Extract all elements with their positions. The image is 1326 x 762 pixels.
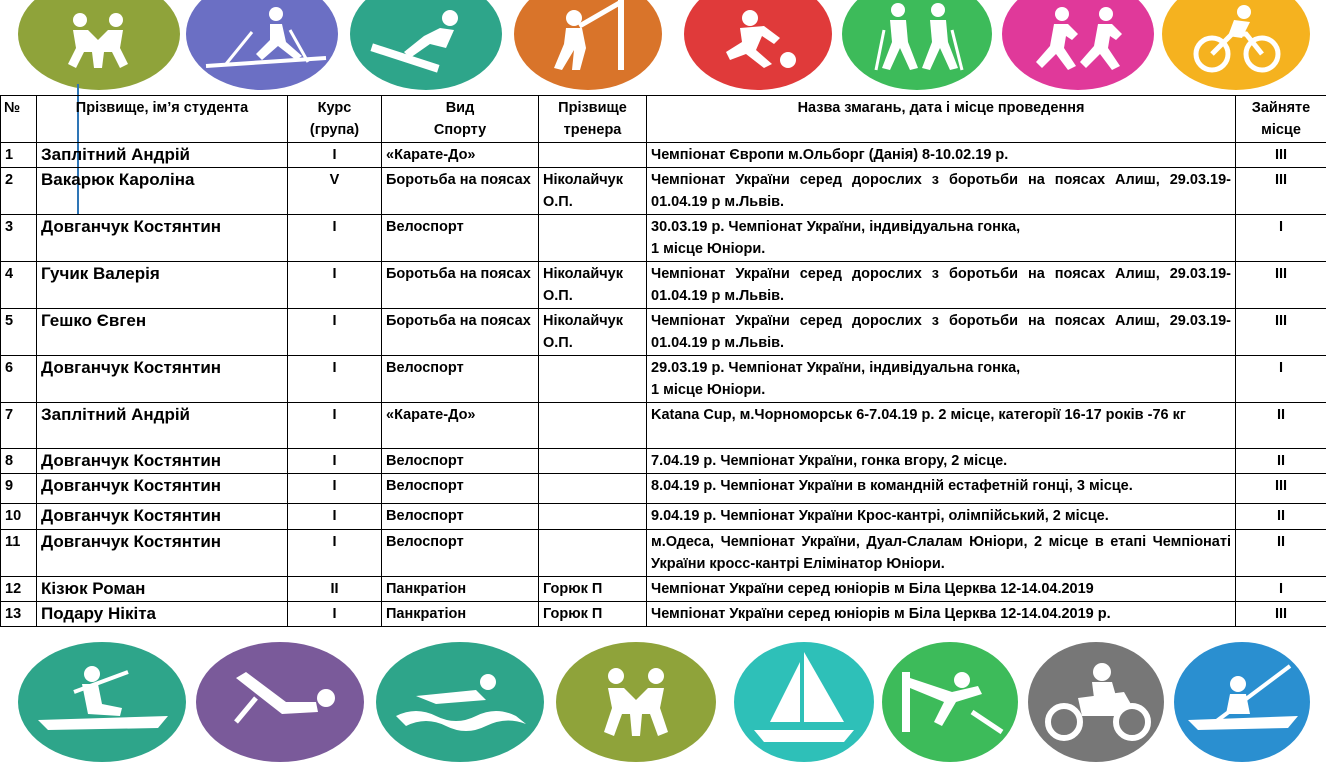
place: II <box>1236 449 1326 474</box>
shooting-icon <box>514 0 662 90</box>
row-num: 13 <box>1 602 37 627</box>
table-row <box>1 504 1326 530</box>
row-num: 8 <box>1 449 37 474</box>
sport: «Карате-До» <box>382 143 539 168</box>
student-name: Довганчук Костянтин <box>37 504 288 530</box>
course: I <box>288 530 382 577</box>
row-num: 10 <box>1 504 37 530</box>
course: I <box>288 143 382 168</box>
place: III <box>1236 309 1326 356</box>
coach <box>539 143 647 168</box>
gymnastics-icon <box>882 642 1018 762</box>
course: I <box>288 262 382 309</box>
top-sport-icons <box>0 0 1326 94</box>
diving-icon <box>196 642 364 762</box>
event: Katana Cup, м.Чорноморськ 6-7.04.19 р. 2 місце, категорії 16-17 років -76 кг <box>647 403 1236 449</box>
table-row <box>1 602 1326 627</box>
row-num: 1 <box>1 143 37 168</box>
student-name: Гешко Євген <box>37 309 288 356</box>
table-header-row <box>1 96 1326 143</box>
row-num: 6 <box>1 356 37 403</box>
place: II <box>1236 403 1326 449</box>
coach <box>539 403 647 449</box>
place: II <box>1236 530 1326 577</box>
row-num: 7 <box>1 403 37 449</box>
row-num: 4 <box>1 262 37 309</box>
snowboarding-icon <box>350 0 502 90</box>
place: III <box>1236 168 1326 215</box>
student-name: Кізюк Роман <box>37 577 288 602</box>
header-coach: Прізвище тренера <box>539 96 647 143</box>
place: III <box>1236 143 1326 168</box>
coach: Ніколайчук О.П. <box>539 309 647 356</box>
event: Чемпіонат України серед юніорів м Біла Церква 12-14.04.2019 <box>647 577 1236 602</box>
sport: Панкратіон <box>382 602 539 627</box>
event: 29.03.19 р. Чемпіонат України, індивідуальна гонка, 1 місце Юніори. <box>647 356 1236 403</box>
row-num: 9 <box>1 474 37 504</box>
row-num: 2 <box>1 168 37 215</box>
course: I <box>288 356 382 403</box>
row-num: 11 <box>1 530 37 577</box>
header-sport: Вид Спорту <box>382 96 539 143</box>
event: Чемпіонат України серед дорослих з боротьби на поясах Алиш, 29.03.19-01.04.19 р м.Львів. <box>647 309 1236 356</box>
results-table <box>0 95 1326 627</box>
row-num: 5 <box>1 309 37 356</box>
student-name: Довганчук Костянтин <box>37 356 288 403</box>
cycling-icon <box>1162 0 1310 90</box>
coach <box>539 530 647 577</box>
place: I <box>1236 215 1326 262</box>
place: I <box>1236 356 1326 403</box>
kayaking-icon <box>1174 642 1310 762</box>
table-row <box>1 262 1326 309</box>
student-name: Заплітний Андрій <box>37 403 288 449</box>
course: I <box>288 474 382 504</box>
course: I <box>288 504 382 530</box>
sport: Боротьба на поясах <box>382 309 539 356</box>
event: Чемпіонат України серед дорослих з боротьби на поясах Алиш, 29.03.19-01.04.19 р м.Львів. <box>647 168 1236 215</box>
table-row <box>1 403 1326 449</box>
cross-country-skiing-icon <box>186 0 338 90</box>
wrestling-icon <box>556 642 716 762</box>
course: I <box>288 215 382 262</box>
event: 7.04.19 р. Чемпіонат України, гонка вгору, 2 місце. <box>647 449 1236 474</box>
event: Чемпіонат України серед дорослих з боротьби на поясах Алиш, 29.03.19-01.04.19 р м.Львів. <box>647 262 1236 309</box>
table-row <box>1 168 1326 215</box>
table-row <box>1 215 1326 262</box>
row-num: 3 <box>1 215 37 262</box>
motocross-icon <box>1028 642 1164 762</box>
football-icon <box>684 0 832 90</box>
header-place: Зайняте місце <box>1236 96 1326 143</box>
swimming-icon <box>376 642 544 762</box>
sport: Велоспорт <box>382 504 539 530</box>
table-row <box>1 577 1326 602</box>
sport: Велоспорт <box>382 449 539 474</box>
coach <box>539 449 647 474</box>
table-row <box>1 309 1326 356</box>
event: 30.03.19 р. Чемпіонат України, індивідуальна гонка, 1 місце Юніори. <box>647 215 1236 262</box>
coach <box>539 504 647 530</box>
sailing-icon <box>734 642 874 762</box>
table-row <box>1 143 1326 168</box>
sport: Велоспорт <box>382 215 539 262</box>
running-icon <box>1002 0 1154 90</box>
sport: Велоспорт <box>382 530 539 577</box>
sport: Панкратіон <box>382 577 539 602</box>
place: III <box>1236 474 1326 504</box>
place: III <box>1236 262 1326 309</box>
student-name: Подару Нікіта <box>37 602 288 627</box>
coach: Горюк П <box>539 602 647 627</box>
event: Чемпіонат України серед юніорів м Біла Церква 12-14.04.2019 р. <box>647 602 1236 627</box>
event: Чемпіонат Європи м.Ольборг (Данія) 8-10.02.19 р. <box>647 143 1236 168</box>
header-num: № <box>1 96 37 143</box>
student-name: Довганчук Костянтин <box>37 215 288 262</box>
event: 8.04.19 р. Чемпіонат України в командній естафетній гонці, 3 місце. <box>647 474 1236 504</box>
course: II <box>288 577 382 602</box>
student-name: Довганчук Костянтин <box>37 530 288 577</box>
student-name: Гучик Валерія <box>37 262 288 309</box>
event: 9.04.19 р. Чемпіонат України Крос-кантрі, олімпійський, 2 місце. <box>647 504 1236 530</box>
sport: Велоспорт <box>382 474 539 504</box>
header-course: Курс (група) <box>288 96 382 143</box>
martial-arts-icon <box>18 0 180 90</box>
table-row <box>1 449 1326 474</box>
course: V <box>288 168 382 215</box>
course: I <box>288 403 382 449</box>
student-name: Вакарюк Кароліна <box>37 168 288 215</box>
bottom-sport-icons <box>0 638 1326 745</box>
coach: Ніколайчук О.П. <box>539 168 647 215</box>
course: I <box>288 449 382 474</box>
coach <box>539 215 647 262</box>
rowing-icon <box>18 642 186 762</box>
coach <box>539 474 647 504</box>
course: I <box>288 309 382 356</box>
header-student-name: Прізвище, ім’я студента <box>37 96 288 143</box>
student-name: Довганчук Костянтин <box>37 474 288 504</box>
coach: Горюк П <box>539 577 647 602</box>
table-row <box>1 356 1326 403</box>
sport: Боротьба на поясах <box>382 262 539 309</box>
coach: Ніколайчук О.П. <box>539 262 647 309</box>
place: I <box>1236 577 1326 602</box>
event: м.Одеса, Чемпіонат України, Дуал-Слалам Юніори, 2 місце в етапі Чемпіонаті України кросс-кантрі Елімінатор Юніори. <box>647 530 1236 577</box>
nordic-walking-icon <box>842 0 992 90</box>
course: I <box>288 602 382 627</box>
place: II <box>1236 504 1326 530</box>
student-name: Заплітний Андрій <box>37 143 288 168</box>
sport: Велоспорт <box>382 356 539 403</box>
place: III <box>1236 602 1326 627</box>
table-row <box>1 530 1326 577</box>
student-name: Довганчук Костянтин <box>37 449 288 474</box>
header-event: Назва змагань, дата і місце проведення <box>647 96 1236 143</box>
coach <box>539 356 647 403</box>
sport: Боротьба на поясах <box>382 168 539 215</box>
row-num: 12 <box>1 577 37 602</box>
sport: «Карате-До» <box>382 403 539 449</box>
table-row <box>1 474 1326 504</box>
